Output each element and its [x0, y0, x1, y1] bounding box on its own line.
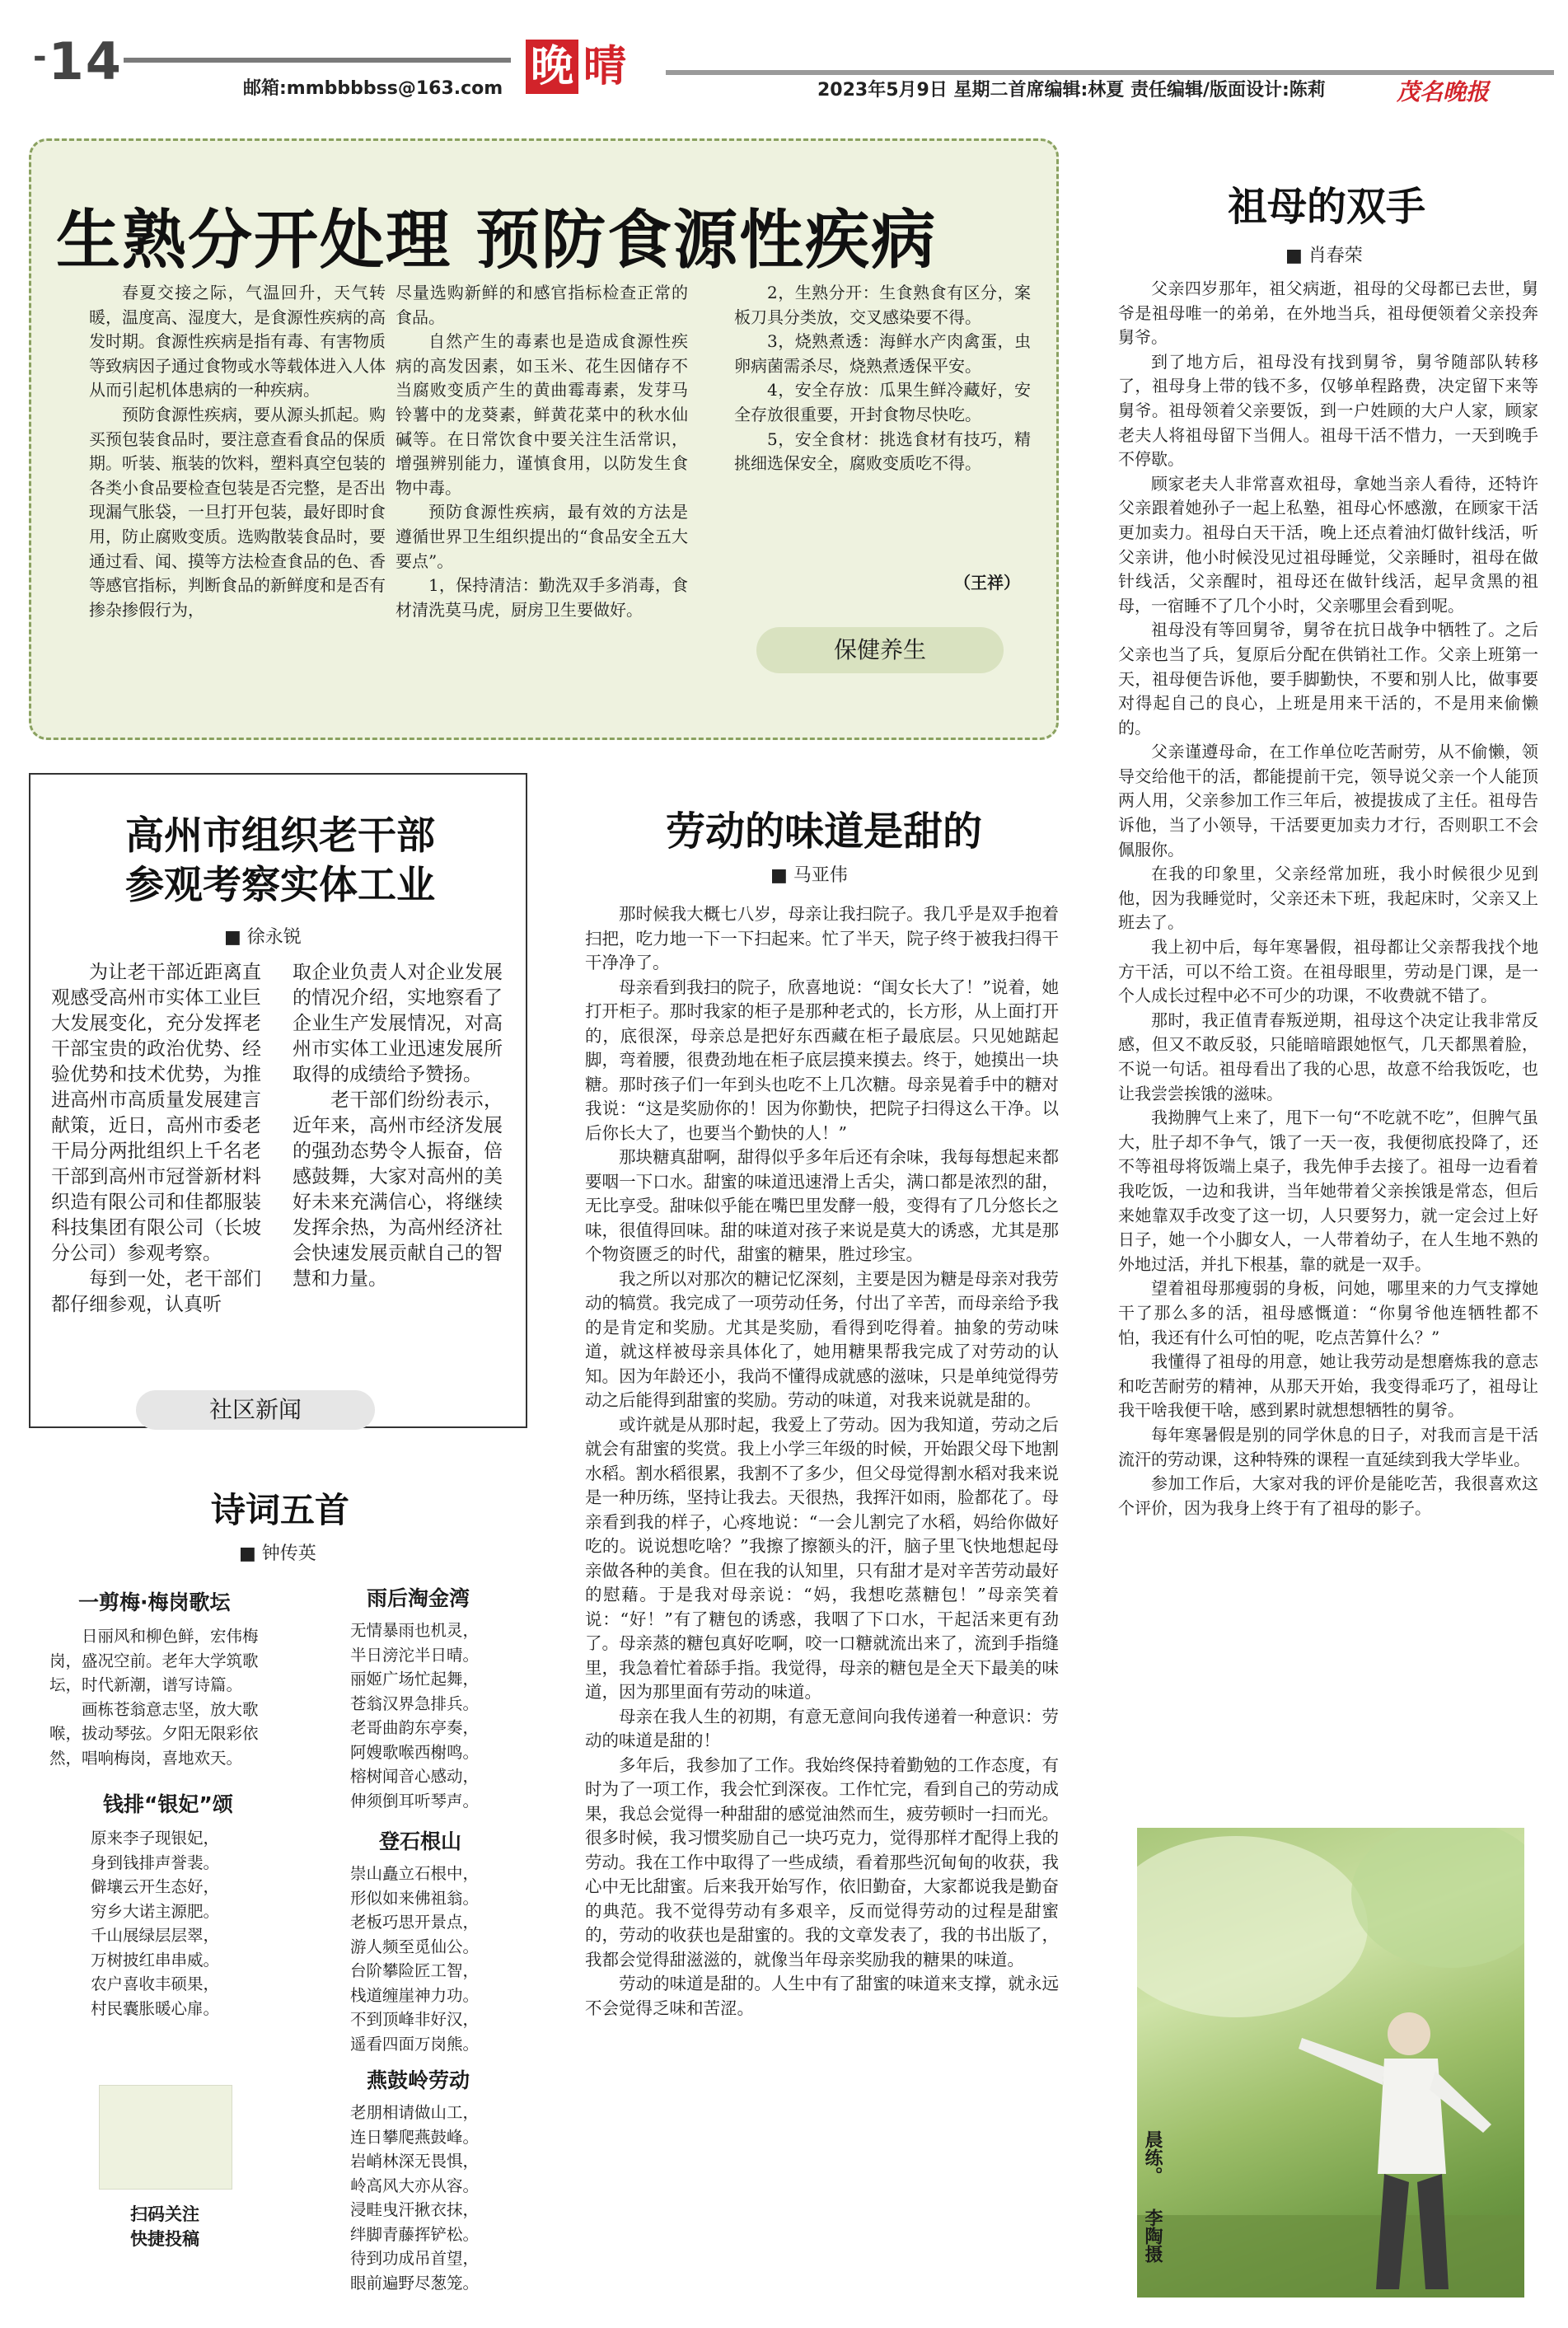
poem-line: 坛，时代新潮，谱写诗篇。: [49, 1675, 243, 1694]
cadres-paragraph: 为让老干部近距离直观感受高州市实体工业巨大发展变化，充分发挥老干部宝贵的政治优势、经验优势和技术优势，为推进高州市高质量发展建言献策，近日，高州市委老干局分两批组织上千名老干部到高州市冠誉新材料织造有限公司和佳都服装科技集团有限公司（长坡分公司）参观考察。: [51, 962, 261, 1264]
labor-paragraph: 母亲看到我扫的院子，欣喜地说：“闺女长大了！”说着，她打开柜子。那时我家的柜子是那种老式的，长方形，从上面打开的，底很深，母亲总是把好东西藏在柜子最底层。只见她踮起脚，弯着腰，很费劲地在柜子底层摸来摸去。终于，她摸出一块糖。那时孩子们一年到头也吃不上几次糖。母亲晃着手中的糖对我说：“这是奖励你的！因为你勤快，把院子扫得这么干净。以后你长大了，也要当个勤快的人！”: [585, 977, 1059, 1143]
feature-paragraph: 3，烧熟煮透：海鲜水产肉禽蛋，虫卵病菌需杀尽，烧熟煮透保平安。: [734, 331, 1031, 376]
poem-line: 画栋苍翁意志坚，放大歌: [82, 1699, 259, 1719]
feature-box: [29, 138, 1059, 740]
exercise-photo: [1137, 1828, 1524, 2298]
section-name-char-1: 晚: [526, 40, 578, 94]
poem-line: 苍翁汉界急排兵。: [350, 1693, 480, 1713]
poem-line: 台阶攀险匠工智，: [350, 1961, 480, 1980]
poem-line: 不到顶峰非好汉，: [350, 2010, 480, 2029]
grandma-paragraph: 顾家老夫人非常喜欢祖母，拿她当亲人看待，还特许父亲跟着她孙子一起上私塾，祖母心怀感激，在顾家干活更加卖力。祖母白天干活，晚上还点着油灯做针线活，听父亲讲，他小时候没见过祖母睡觉，父亲睡时，祖母在做针线活，父亲醒时，祖母还在做针线活，起早贪黑的祖母，一宿睡不了几个小时，父亲哪里会看到呢。: [1118, 473, 1538, 616]
cadres-paragraph: 老干部们纷纷表示，近年来，高州市经济发展的强劲态势令人振奋，倍感鼓舞，大家对高州的美好未来充满信心，将继续发挥余热，为高州经济社会快速发展贡献自己的智慧和力量。: [293, 1089, 503, 1290]
poem-1-body: [49, 1624, 330, 1770]
poem-line: 岗，盛况空前。老年大学筑歌: [49, 1651, 259, 1670]
feature-paragraph: 5，安全食材：挑选食材有技巧，精挑细选保安全，腐败变质吃不得。: [734, 429, 1031, 474]
poem-line: 绊脚青藤挥铲松。: [350, 2224, 480, 2244]
poem-5-body: [350, 2101, 564, 2295]
labor-title: 劳动的味道是甜的: [665, 808, 982, 855]
poem-2-body: [91, 1826, 321, 2021]
poem-line: 遥看四面万岗熊。: [350, 2034, 480, 2054]
cadres-column-tag: 社区新闻: [136, 1390, 375, 1430]
grandma-paragraph: 父亲谨遵母命，在工作单位吃苦耐劳，从不偷懒，领导交给他干的活，都能提前干完，领导说父亲一个人能顶两人用，父亲参加工作三年后，被提拔成了主任。祖母告诉他，当了小领导，干活要更加卖力才行，否则职工不会佩服你。: [1118, 742, 1538, 860]
grandma-paragraph: 我拗脾气上来了，甩下一句“不吃就不吃”，但脾气虽大，肚子却不争气，饿了一天一夜，我便彻底投降了，还不等祖母将饭端上桌子，我先伸手去接了。祖母一边看着我吃饭，一边和我讲，当年她带着父亲挨饿是常态，但后来她靠双手改变了这一切，人只要努力，就一定会过上好日子，她一个小脚女人，一人带着幼子，在人生地不熟的外地过活，并扎下根基，靠的就是一双手。: [1118, 1108, 1538, 1274]
photo-caption: [1139, 2130, 1163, 2185]
poem-line: 丽姬广场忙起舞，: [350, 1670, 480, 1689]
qr-caption: [99, 2202, 231, 2251]
poem-4-title: 登石根山: [379, 1829, 462, 1853]
labor-paragraph: 那块糖真甜啊，甜得似乎多年后还有余味，我每每想起来都要咽一下口水。甜蜜的味道迅速滑上舌尖，满口都是浓烈的甜，无比享受。甜味似乎能在嘴巴里发酵一般，变得有了几分悠长之味，很值得回味。甜的味道对孩子来说是莫大的诱惑，尤其是那个物资匮乏的时代，甜蜜的糖果，胜过珍宝。: [585, 1147, 1059, 1264]
poem-line: 阿嫂歌喉西榭鸣。: [350, 1742, 480, 1762]
feature-col-2: [396, 281, 688, 726]
feature-paragraph: 春夏交接之际，气温回升，天气转暖，温度高、湿度大，是食源性疾病的高发时期。食源性疾病是指有毒、有害物质等致病因子通过食物或水等载体进入人体从而引起机体患病的一种疾病。: [89, 283, 386, 400]
page-number: -14: [33, 31, 123, 91]
feature-paragraph: 尽量选购新鲜的和感官指标检查正常的食品。: [396, 283, 688, 327]
poem-1: [49, 1586, 330, 1770]
grandma-paragraph: 在我的印象里，父亲经常加班，我小时候很少见到他，因为我睡觉时，父亲还未下班，我起床时，父亲又上班去了。: [1118, 864, 1538, 933]
feature-column-tag: 保健养生: [756, 627, 1004, 673]
poem-line: 榕树闻音心感动，: [350, 1767, 480, 1786]
labor-paragraph: 母亲在我人生的初期，有意无意间向我传递着一种意识：劳动的味道是甜的！: [585, 1706, 1059, 1750]
feature-paragraph: 预防食源性疾病，最有效的方法是遵循世界卫生组织提出的“食品安全五大要点”。: [396, 502, 688, 571]
feature-paragraph: 预防食源性疾病，要从源头抓起。购买预包装食品时，要注意查看食品的保质期。听装、瓶装的饮料，塑料真空包装的各类小食品要检查包装是否完整，是否出现漏气胀袋，一旦打开包装，最好即时食用，防止腐败变质。选购散装食品时，要通过看、闻、摸等方法检查食品的色、香等感官指标，判断食品的新鲜度和是否有掺杂掺假行为，: [89, 404, 386, 620]
poem-line: 老板巧思开景点，: [350, 1913, 480, 1932]
poem-line: 待到功成吊首望，: [350, 2249, 480, 2268]
cadres-paragraph: 取企业负责人对企业发展的情况介绍，实地察看了企业生产发展情况，对高州市实体工业迅速发展所取得的成绩给予赞扬。: [293, 962, 503, 1085]
cadres-col-2: [293, 960, 503, 1389]
cadres-title: [33, 812, 527, 911]
poem-3-title: 雨后淘金湾: [367, 1586, 470, 1610]
poem-line: 身到钱排声誉裴。: [91, 1853, 220, 1872]
poem-line: 僻壤云开生态好，: [91, 1877, 220, 1896]
labor-body: [585, 902, 1059, 2316]
feature-col-1: [89, 281, 386, 726]
grandma-body: [1118, 277, 1538, 1793]
feature-paragraph: 1，保持清洁：勤洗双手多消毒，食材清洗莫马虎，厨房卫生要做好。: [396, 575, 688, 620]
feature-col-3: [734, 281, 1031, 594]
grandma-paragraph: 到了地方后，祖母没有找到舅爷，舅爷随部队转移了，祖母身上带的钱不多，仅够单程路费，决定留下来等舅爷。祖母领着父亲要饭，到一户姓顾的大户人家，顾家老夫人将祖母留下当佣人。祖母干活不惜力，一天到晚手不停歇。: [1118, 351, 1538, 470]
qr-caption-line-2: 快捷投稿: [130, 2229, 199, 2249]
poems-byline: ■ 钟传英: [239, 1543, 316, 1564]
poem-line: 老朋相请做山工，: [350, 2103, 480, 2122]
labor-paragraph: 多年后，我参加了工作。我始终保持着勤勉的工作态度，有时为了一项工作，我会忙到深夜。工作忙完，看到自己的劳动成果，我总会觉得一种甜甜的感觉油然而生，疲劳顿时一扫而光。很多时候，我习惯奖励自己一块巧克力，觉得那样才配得上我的劳动。我在工作中取得了一些成绩，看着那些沉甸甸的收获，我心中无比甜蜜。后来我开始写作，依旧勤奋，大家都说我是勤奋的典范。我不觉得劳动有多艰辛，反而觉得劳动的过程是甜蜜的，劳动的收获也是甜蜜的。我的文章发表了，我的书出版了，我都会觉得甜滋滋的，就像当年母亲奖励我的糖果的味道。: [585, 1754, 1059, 1970]
cadres-paragraph: 每到一处，老干部们都仔细参观，认真听: [51, 1268, 261, 1315]
poem-line: 原来李子现银妃，: [91, 1829, 220, 1848]
poem-4-body: [350, 1862, 564, 2056]
poem-line: 栈道缠崖神力功。: [350, 1985, 480, 2005]
poem-line: 崇山矗立石根中，: [350, 1864, 480, 1883]
qr-caption-line-1: 扫码关注: [130, 2204, 199, 2224]
poem-line: 岩峭林深无畏惧，: [350, 2152, 480, 2171]
poem-line: 然，唱响梅岗，喜地欢天。: [49, 1748, 243, 1768]
poem-line: 喉，拔动琴弦。夕阳无限彩依: [49, 1724, 259, 1743]
photo-illustration: [1137, 1828, 1524, 2298]
cadres-title-line-2: 参观考察实体工业: [125, 863, 435, 908]
poem-line: 村民囊胀暖心扉。: [91, 1998, 220, 2018]
poem-line: 农户喜收丰硕果，: [91, 1974, 220, 1993]
grandma-paragraph: 参加工作后，大家对我的评价是能吃苦，我很喜欢这个评价，因为我身上终于有了祖母的影子。: [1118, 1473, 1538, 1518]
poem-4: [350, 1825, 564, 2056]
poems-title: 诗词五首: [210, 1490, 349, 1530]
poem-line: 千山展绿层层翠，: [91, 1926, 220, 1945]
feature-title: 生熟分开处理 预防食源性疾病: [56, 204, 938, 278]
poem-line: 老哥曲韵东亭奏，: [350, 1718, 480, 1737]
section-name-char-2: 晴: [583, 42, 627, 91]
poem-3-body: [350, 1618, 564, 1813]
cadres-col-1: [51, 960, 261, 1389]
header-rule-left: [124, 58, 511, 63]
feature-paragraph: 2，生熟分开：生食熟食有区分，案板刀具分类放，交叉感染要不得。: [734, 283, 1031, 327]
paper-logo: 茂名晚报: [1397, 78, 1490, 105]
poem-line: 岭高风大亦从容。: [350, 2176, 480, 2195]
cadres-title-line-1: 高州市组织老干部: [125, 813, 435, 859]
labor-paragraph: 我之所以对那次的糖记忆深刻，主要是因为糖是母亲对我劳动的犒赏。我完成了一项劳动任务，付出了辛苦，而母亲给予我的是肯定和奖励。尤其是奖励，看得到吃得着。抽象的劳动味道，就这样被母亲具体化了，她用糖果帮我完成了对劳动的认知。因为年龄还小，我尚不懂得成就感的滋味，只是单纯觉得劳动之后能得到甜蜜的奖励。劳动的味道，对我来说就是甜的。: [585, 1268, 1059, 1410]
photo-credit-text: 李陶摄: [1142, 2209, 1163, 2263]
poem-line: 伸须倒耳听琴声。: [350, 1791, 480, 1810]
poem-line: 浸畦曳汗揪衣抹，: [350, 2200, 480, 2219]
poem-line: 半日滂沱半日晴。: [350, 1645, 480, 1665]
qr-code[interactable]: [99, 2085, 232, 2190]
grandma-paragraph: 每年寒暑假是别的同学休息的日子，对我而言是干活流汗的劳动课，这种特殊的课程一直延续到我大学毕业。: [1118, 1424, 1538, 1469]
grandma-paragraph: 父亲四岁那年，祖父病逝，祖母的父母都已去世，舅爷是祖母唯一的弟弟，在外地当兵，祖母便领着父亲投奔舅爷。: [1118, 279, 1538, 348]
poem-line: 连日攀爬燕鼓峰。: [350, 2127, 480, 2147]
grandma-paragraph: 我上初中后，每年寒暑假，祖母都让父亲帮我找个地方干活，可以不给工资。在祖母眼里，劳动是门课，是一个人成长过程中必不可少的功课，不收费就不错了。: [1118, 937, 1538, 1006]
poem-2: [91, 1788, 321, 2021]
email-line: 邮箱:mmbbbbss@163.com: [243, 78, 503, 99]
grandma-byline: ■ 肖春荣: [1285, 246, 1363, 266]
labor-paragraph: 劳动的味道是甜的。人生中有了甜蜜的味道来支撑，就永远不会觉得乏味和苦涩。: [585, 1974, 1059, 2018]
feature-paragraph: 4，安全存放：瓜果生鲜冷藏好，安全存放很重要，开封食物尽快吃。: [734, 380, 1031, 424]
section-name: [526, 40, 649, 96]
photo-credit: [1139, 2209, 1163, 2263]
cadres-byline: ■ 徐永锐: [224, 927, 302, 948]
poem-line: 眼前遍野尽葱笼。: [350, 2273, 480, 2293]
poem-3: [350, 1582, 564, 1813]
poem-line: 游人频至觅仙公。: [350, 1937, 480, 1956]
grandma-paragraph: 望着祖母那瘦弱的身板，问她，哪里来的力气支撑她干了那么多的活，祖母感慨道：“你舅爷他连牺牲都不怕，我还有什么可怕的呢，吃点苦算什么？”: [1118, 1278, 1538, 1347]
date-editors-line: 2023年5月9日 星期二首席编辑:林夏 责任编辑/版面设计:陈莉: [817, 80, 1326, 101]
poem-line: 万树披红串串威。: [91, 1950, 220, 1970]
grandma-paragraph: 我懂得了祖母的用意，她让我劳动是想磨炼我的意志和吃苦耐劳的精神，从那天开始，我变得乖巧了，祖母让我干啥我便干啥，感到累时就想想牺牲的舅爷。: [1118, 1351, 1538, 1421]
grandma-title: 祖母的双手: [1227, 184, 1425, 230]
grandma-paragraph: 那时，我正值青春叛逆期，祖母这个决定让我非常反感，但又不敢反驳，只能暗暗跟她怄气，几天都黑着脸，不说一句话。祖母看出了我的心思，故意不给我饭吃，也让我尝尝挨饿的滋味。: [1118, 1009, 1538, 1103]
poem-line: 无情暴雨也机灵，: [350, 1621, 480, 1640]
grandma-paragraph: 祖母没有等回舅爷，舅爷在抗日战争中牺牲了。之后父亲也当了兵，复原后分配在供销社工作。父亲上班第一天，祖母便告诉他，要手脚勤快，不要和别人比，做事要对得起自己的良心，上班是用来干活的，不是用来偷懒的。: [1118, 620, 1538, 738]
labor-paragraph: 那时候我大概七八岁，母亲让我扫院子。我几乎是双手抱着扫把，吃力地一下一下扫起来。忙了半天，院子终于被我扫得干干净净了。: [585, 904, 1059, 972]
poem-2-title: 钱排“银妃”颂: [103, 1792, 233, 1816]
poem-line: 形似如来佛祖翁。: [350, 1888, 480, 1908]
poem-1-title: 一剪梅·梅岗歌坛: [78, 1590, 231, 1614]
feature-paragraph: 自然产生的毒素也是造成食源性疾病的高发因素，如玉米、花生因储存不当腐败变质产生的黄曲霉毒素，发芽马铃薯中的龙葵素，鲜黄花菜中的秋水仙碱等。在日常饮食中要关注生活常识，增强辨别能力，谨慎食用，以防发生食物中毒。: [396, 331, 688, 498]
poem-5-title: 燕鼓岭劳动: [367, 2068, 470, 2092]
poem-5: [350, 2064, 564, 2295]
labor-paragraph: 或许就是从那时起，我爱上了劳动。因为我知道，劳动之后就会有甜蜜的奖赏。我上小学三年级的时候，开始跟父母下地割水稻。割水稻很累，我割不了多少，但父母觉得割水稻对我来说是一种历练，坚持让我去。天很热，我挥汗如雨，脸都花了。母亲看到我的样子，心疼地说：“一会儿割完了水稻，妈给你做好吃的。说说想吃啥？”我擦了擦额头的汗，脑子里飞快地想起母亲做各种的美食。但在我的认知里，只有甜才是对辛苦劳动最好的慰藉。于是我对母亲说：“妈，我想吃蒸糖包！”母亲笑着说：“好！”有了糖包的诱惑，我咽了下口水，干起活来更有劲了。母亲蒸的糖包真好吃啊，咬一口糖就流出来了，流到手指缝里，我急着忙着舔手指。我觉得，母亲的糖包是全天下最美的味道，因为那里面有劳动的味道。: [585, 1414, 1059, 1702]
poem-line: 日丽风和柳色鲜，宏伟梅: [82, 1627, 259, 1646]
labor-byline: ■ 马亚伟: [770, 865, 848, 886]
photo-caption-text: 晨练。: [1142, 2130, 1163, 2185]
poem-line: 穷乡大诺主源肥。: [91, 1901, 220, 1921]
feature-author: （王祥）: [954, 573, 1020, 593]
